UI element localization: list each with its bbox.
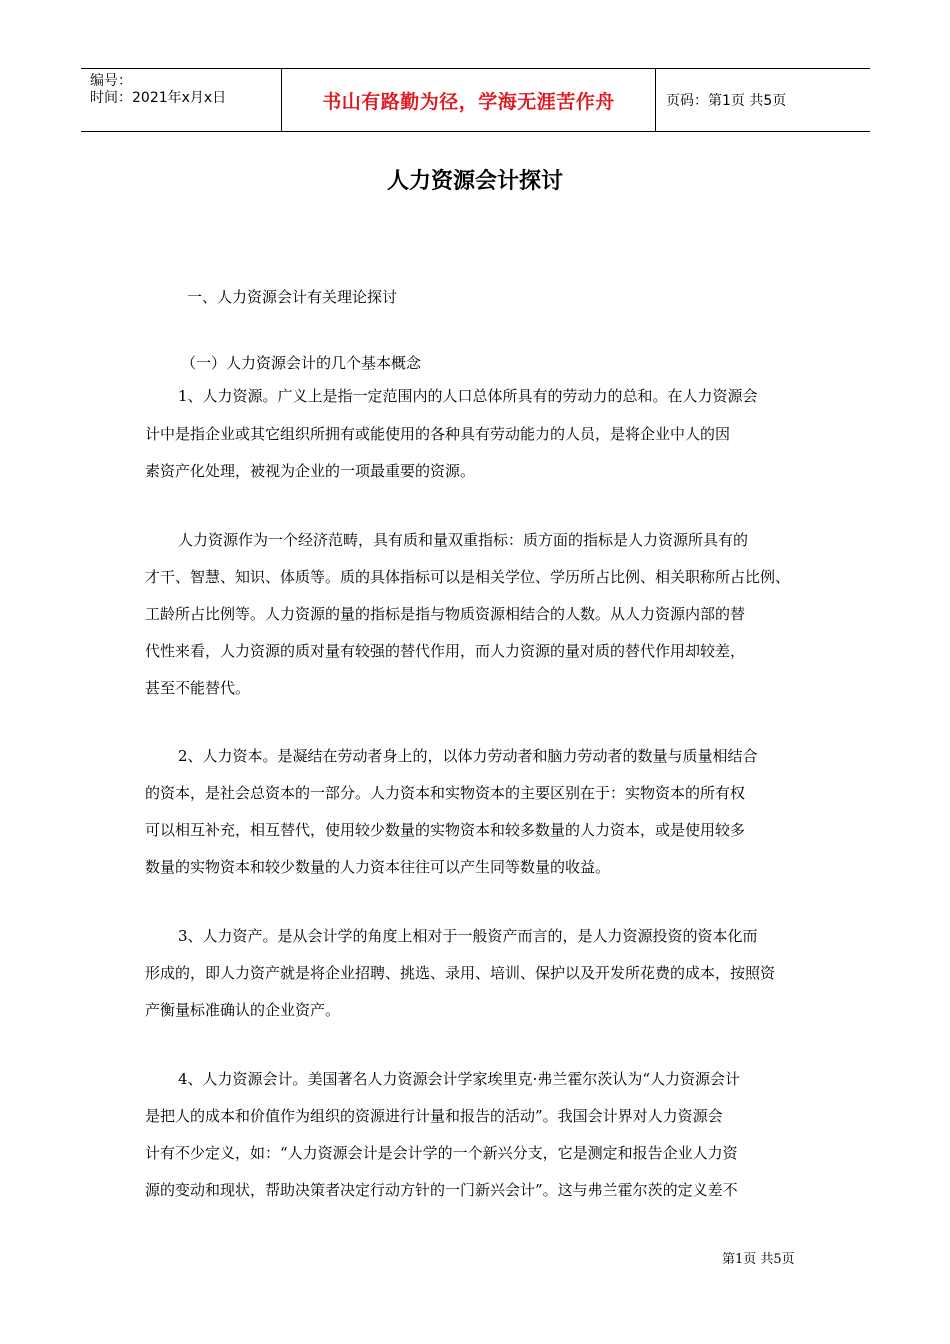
paragraph-line: 数量的实物资本和较少数量的人力资本往往可以产生同等数量的收益。 (145, 858, 611, 876)
paragraph-line: 4、人力资源会计。美国著名人力资源会计学家埃里克·弗兰霍尔茨认为“人力资源会计 (178, 1070, 740, 1088)
document-title: 人力资源会计探讨 (386, 169, 563, 194)
header-page-code: 页码：第1页 共5页 (666, 93, 787, 109)
document-header (81, 68, 870, 132)
paragraph-line: 源的变动和现状，帮助决策者决定行动方针的一门新兴会计”。这与弗兰霍尔茨的定义差不 (145, 1181, 738, 1199)
paragraph-line: 可以相互补充，相互替代，使用较少数量的实物资本和较多数量的人力资本，或是使用较多 (145, 821, 746, 839)
subsection-heading: （一）人力资源会计的几个基本概念 (181, 354, 422, 372)
time-label: 时间：2021年x月x日 (90, 90, 227, 106)
paragraph-line: 素资产化处理，被视为企业的一项最重要的资源。 (145, 462, 476, 480)
paragraph-line: 甚至不能替代。 (145, 679, 251, 697)
paragraph-line: 人力资源作为一个经济范畴，具有质和量双重指标：质方面的指标是人力资源所具有的 (178, 531, 749, 549)
paragraph-line: 是把人的成本和价值作为组织的资源进行计量和报告的活动”。我国会计界对人力资源会 (145, 1107, 723, 1125)
paragraph-line: 形成的，即人力资产就是将企业招聘、挑选、录用、培训、保护以及开发所花费的成本，按照资 (145, 964, 776, 982)
paragraph-line: 才干、智慧、知识、体质等。质的具体指标可以是相关学位、学历所占比例、相关职称所占比例、 (145, 568, 791, 586)
paragraph-line: 3、人力资产。是从会计学的角度上相对于一般资产而言的，是人力资源投资的资本化而 (178, 927, 758, 945)
paragraph-line: 产衡量标准确认的企业资产。 (145, 1001, 341, 1019)
number-label: 编号： (90, 73, 132, 89)
paragraph-line: 代性来看，人力资源的质对量有较强的替代作用，而人力资源的量对质的替代作用却较差， (145, 642, 746, 660)
paragraph-line: 1、人力资源。广义上是指一定范围内的人口总体所具有的劳动力的总和。在人力资源会 (178, 387, 758, 405)
paragraph-line: 2、人力资本。是凝结在劳动者身上的，以体力劳动者和脑力劳动者的数量与质量相结合 (178, 747, 758, 765)
paragraph-line: 工龄所占比例等。人力资源的量的指标是指与物质资源相结合的人数。从人力资源内部的替 (145, 605, 746, 623)
paragraph-line: 的资本，是社会总资本的一部分。人力资本和实物资本的主要区别在于：实物资本的所有权 (145, 784, 746, 802)
paragraph-line: 计有不少定义，如：“人力资源会计是会计学的一个新兴分支，它是测定和报告企业人力资 (145, 1144, 738, 1162)
section-heading: 一、人力资源会计有关理论探讨 (187, 288, 398, 306)
paragraph-line: 计中是指企业或其它组织所拥有或能使用的各种具有劳动能力的人员，是将企业中人的因 (145, 425, 731, 443)
header-motto: 书山有路勤为径，学海无涯苦作舟 (282, 69, 656, 131)
page-footer: 第1页 共5页 (722, 1252, 795, 1267)
header-meta (81, 69, 282, 131)
